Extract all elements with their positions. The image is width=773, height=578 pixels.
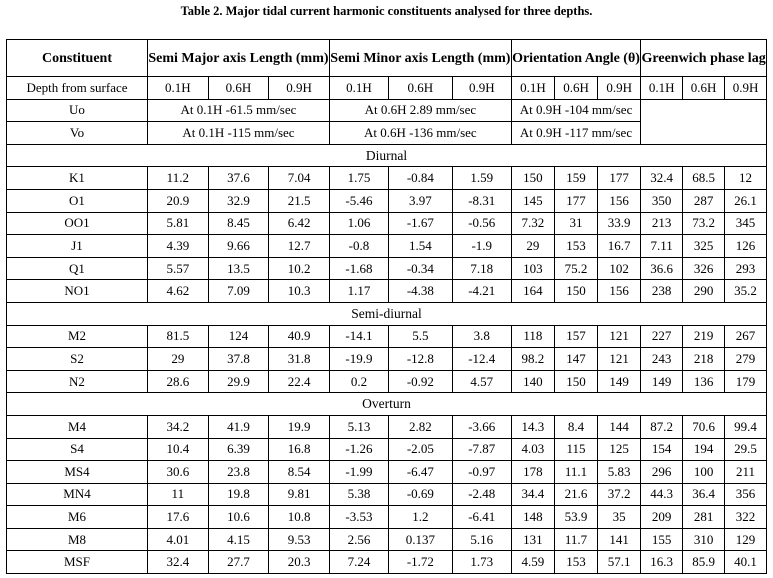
value-cell: 32.4 — [641, 167, 683, 190]
value-cell: -4.21 — [452, 280, 511, 303]
value-cell: 243 — [641, 348, 683, 371]
value-cell: 118 — [511, 325, 554, 348]
table-row — [7, 551, 767, 574]
value-cell: 149 — [598, 370, 641, 393]
value-cell: 3.8 — [452, 325, 511, 348]
value-cell: 148 — [511, 506, 554, 529]
value-cell: 125 — [598, 438, 641, 461]
value-cell: 30.6 — [148, 461, 209, 484]
value-cell: 325 — [683, 235, 725, 258]
mean-row-uo — [7, 99, 767, 122]
value-cell: 0.137 — [389, 528, 453, 551]
depth-cell: 0.1H — [148, 77, 209, 100]
value-cell: 100 — [683, 461, 725, 484]
value-cell: 227 — [641, 325, 683, 348]
value-cell: 350 — [641, 189, 683, 212]
value-cell: 267 — [725, 325, 767, 348]
mean-label: Vo — [7, 122, 148, 145]
value-cell: 293 — [725, 257, 767, 280]
value-cell: 5.81 — [148, 212, 209, 235]
value-cell: 2.56 — [329, 528, 388, 551]
table-row — [7, 483, 767, 506]
value-cell: 32.4 — [148, 551, 209, 574]
depth-cell: 0.1H — [641, 77, 683, 100]
table-row — [7, 212, 767, 235]
value-cell: 1.17 — [329, 280, 388, 303]
table-row — [7, 325, 767, 348]
table-row — [7, 257, 767, 280]
value-cell: -12.8 — [389, 348, 453, 371]
value-cell: 136 — [683, 370, 725, 393]
value-cell: 4.15 — [208, 528, 269, 551]
value-cell: 7.04 — [269, 167, 330, 190]
depth-cell: 0.9H — [269, 77, 330, 100]
value-cell: 2.82 — [389, 415, 453, 438]
value-cell: 31.8 — [269, 348, 330, 371]
section-title: Overturn — [7, 393, 767, 416]
value-cell: 7.32 — [511, 212, 554, 235]
depth-cell: 0.1H — [511, 77, 554, 100]
value-cell: 9.81 — [269, 483, 330, 506]
value-cell: 1.06 — [329, 212, 388, 235]
value-cell: 177 — [598, 167, 641, 190]
value-cell: 150 — [511, 167, 554, 190]
table-row — [7, 189, 767, 212]
value-cell: 29 — [148, 348, 209, 371]
table-row — [7, 280, 767, 303]
value-cell: 140 — [511, 370, 554, 393]
value-cell: 34.4 — [511, 483, 554, 506]
mean-label: Uo — [7, 99, 148, 122]
header-semi-major: Semi Major axis Length (mm) — [148, 40, 330, 77]
value-cell: 5.57 — [148, 257, 209, 280]
value-cell: 102 — [598, 257, 641, 280]
header-semi-minor: Semi Minor axis Length (mm) — [329, 40, 511, 77]
value-cell: -1.26 — [329, 438, 388, 461]
value-cell: 1.59 — [452, 167, 511, 190]
value-cell: 209 — [641, 506, 683, 529]
value-cell: 5.5 — [389, 325, 453, 348]
value-cell: 10.2 — [269, 257, 330, 280]
value-cell: 13.5 — [208, 257, 269, 280]
constituent-name: S2 — [7, 348, 148, 371]
table-row — [7, 348, 767, 371]
header-orientation: Orientation Angle (θ) — [511, 40, 640, 77]
depth-cell: 0.9H — [725, 77, 767, 100]
value-cell: 3.97 — [389, 189, 453, 212]
value-cell: 131 — [511, 528, 554, 551]
value-cell: -1.72 — [389, 551, 453, 574]
value-cell: 126 — [725, 235, 767, 258]
constituent-name: OO1 — [7, 212, 148, 235]
value-cell: 5.16 — [452, 528, 511, 551]
value-cell: 19.9 — [269, 415, 330, 438]
value-cell: 150 — [554, 280, 597, 303]
value-cell: 44.3 — [641, 483, 683, 506]
section-row — [7, 144, 767, 167]
constituent-name: N2 — [7, 370, 148, 393]
value-cell: -0.34 — [389, 257, 453, 280]
section-title: Diurnal — [7, 144, 767, 167]
value-cell: 238 — [641, 280, 683, 303]
value-cell: -4.38 — [389, 280, 453, 303]
value-cell: -7.87 — [452, 438, 511, 461]
constituent-name: MS4 — [7, 461, 148, 484]
value-cell: 326 — [683, 257, 725, 280]
value-cell: 20.9 — [148, 189, 209, 212]
value-cell: 4.57 — [452, 370, 511, 393]
value-cell: -19.9 — [329, 348, 388, 371]
value-cell: 14.3 — [511, 415, 554, 438]
value-cell: 7.11 — [641, 235, 683, 258]
value-cell: 5.38 — [329, 483, 388, 506]
value-cell: 11 — [148, 483, 209, 506]
value-cell: 19.8 — [208, 483, 269, 506]
value-cell: 154 — [641, 438, 683, 461]
value-cell: 211 — [725, 461, 767, 484]
value-cell: 178 — [511, 461, 554, 484]
value-cell: 75.2 — [554, 257, 597, 280]
value-cell: 22.4 — [269, 370, 330, 393]
value-cell: -0.97 — [452, 461, 511, 484]
value-cell: 5.83 — [598, 461, 641, 484]
depth-cell: 0.6H — [208, 77, 269, 100]
value-cell: 4.59 — [511, 551, 554, 574]
value-cell: 4.62 — [148, 280, 209, 303]
value-cell: 17.6 — [148, 506, 209, 529]
value-cell: 296 — [641, 461, 683, 484]
value-cell: 10.4 — [148, 438, 209, 461]
value-cell: 29.9 — [208, 370, 269, 393]
value-cell: 0.2 — [329, 370, 388, 393]
value-cell: 156 — [598, 280, 641, 303]
value-cell: 12.7 — [269, 235, 330, 258]
value-cell: 21.5 — [269, 189, 330, 212]
value-cell: -1.99 — [329, 461, 388, 484]
value-cell: 20.3 — [269, 551, 330, 574]
value-cell: 57.1 — [598, 551, 641, 574]
value-cell: 124 — [208, 325, 269, 348]
value-cell: 103 — [511, 257, 554, 280]
value-cell: 8.4 — [554, 415, 597, 438]
constituent-name: J1 — [7, 235, 148, 258]
value-cell: 145 — [511, 189, 554, 212]
value-cell: 310 — [683, 528, 725, 551]
depth-cell: 0.9H — [598, 77, 641, 100]
constituent-name: K1 — [7, 167, 148, 190]
value-cell: 279 — [725, 348, 767, 371]
value-cell: 37.6 — [208, 167, 269, 190]
tidal-constituents-table — [6, 39, 767, 574]
value-cell: 290 — [683, 280, 725, 303]
value-cell: 26.1 — [725, 189, 767, 212]
depth-cell: 0.6H — [554, 77, 597, 100]
constituent-name: M4 — [7, 415, 148, 438]
section-row — [7, 393, 767, 416]
value-cell: 9.66 — [208, 235, 269, 258]
value-cell: 35.2 — [725, 280, 767, 303]
value-cell: 87.2 — [641, 415, 683, 438]
value-cell: 153 — [554, 235, 597, 258]
value-cell: 36.6 — [641, 257, 683, 280]
value-cell: 99.4 — [725, 415, 767, 438]
value-cell: 155 — [641, 528, 683, 551]
value-cell: 81.5 — [148, 325, 209, 348]
value-cell: 194 — [683, 438, 725, 461]
value-cell: -2.48 — [452, 483, 511, 506]
table-caption: Table 2. Major tidal current harmonic constituents analysed for three depths. — [180, 4, 593, 18]
value-cell: 12 — [725, 167, 767, 190]
value-cell: 5.13 — [329, 415, 388, 438]
value-cell: 322 — [725, 506, 767, 529]
value-cell: 281 — [683, 506, 725, 529]
value-cell: 147 — [554, 348, 597, 371]
value-cell: 23.8 — [208, 461, 269, 484]
value-cell: 6.42 — [269, 212, 330, 235]
value-cell: -0.8 — [329, 235, 388, 258]
value-cell: 356 — [725, 483, 767, 506]
value-cell: 70.6 — [683, 415, 725, 438]
value-cell: -6.41 — [452, 506, 511, 529]
value-cell: 11.2 — [148, 167, 209, 190]
value-cell: 7.18 — [452, 257, 511, 280]
value-cell: 40.9 — [269, 325, 330, 348]
value-cell: 10.6 — [208, 506, 269, 529]
value-cell: -1.68 — [329, 257, 388, 280]
value-cell: -1.67 — [389, 212, 453, 235]
constituent-name: M6 — [7, 506, 148, 529]
value-cell: 144 — [598, 415, 641, 438]
value-cell: -3.66 — [452, 415, 511, 438]
value-cell: -3.53 — [329, 506, 388, 529]
depth-cell: 0.6H — [389, 77, 453, 100]
value-cell: 179 — [725, 370, 767, 393]
constituent-name: O1 — [7, 189, 148, 212]
value-cell: 218 — [683, 348, 725, 371]
value-cell: 36.4 — [683, 483, 725, 506]
value-cell: 121 — [598, 348, 641, 371]
value-cell: 287 — [683, 189, 725, 212]
value-cell: 1.54 — [389, 235, 453, 258]
value-cell: 29 — [511, 235, 554, 258]
value-cell: 68.5 — [683, 167, 725, 190]
value-cell: 7.24 — [329, 551, 388, 574]
value-cell: 35 — [598, 506, 641, 529]
value-cell: 8.54 — [269, 461, 330, 484]
value-cell: 4.39 — [148, 235, 209, 258]
section-row — [7, 302, 767, 325]
depth-cell: 0.6H — [683, 77, 725, 100]
value-cell: 6.39 — [208, 438, 269, 461]
table-row — [7, 438, 767, 461]
value-cell: 9.53 — [269, 528, 330, 551]
value-cell: 33.9 — [598, 212, 641, 235]
mean-value: At 0.9H -117 mm/sec — [511, 122, 640, 145]
depth-cell: 0.9H — [452, 77, 511, 100]
value-cell: 8.45 — [208, 212, 269, 235]
table-row — [7, 415, 767, 438]
value-cell: 32.9 — [208, 189, 269, 212]
depth-label: Depth from surface — [7, 77, 148, 100]
value-cell: 10.3 — [269, 280, 330, 303]
mean-value: At 0.9H -104 mm/sec — [511, 99, 640, 122]
value-cell: 1.75 — [329, 167, 388, 190]
value-cell: 150 — [554, 370, 597, 393]
header-constituent: Constituent — [7, 40, 148, 77]
header-row — [7, 40, 767, 77]
value-cell: 115 — [554, 438, 597, 461]
value-cell: 53.9 — [554, 506, 597, 529]
value-cell: 10.8 — [269, 506, 330, 529]
value-cell: -5.46 — [329, 189, 388, 212]
value-cell: 129 — [725, 528, 767, 551]
value-cell: 73.2 — [683, 212, 725, 235]
value-cell: 16.7 — [598, 235, 641, 258]
depth-cell: 0.1H — [329, 77, 388, 100]
value-cell: 11.1 — [554, 461, 597, 484]
table-body — [7, 77, 767, 574]
header-greenwich: Greenwich phase lag — [641, 40, 767, 77]
value-cell: 1.2 — [389, 506, 453, 529]
value-cell: 157 — [554, 325, 597, 348]
value-cell: -0.69 — [389, 483, 453, 506]
value-cell: 345 — [725, 212, 767, 235]
value-cell: 159 — [554, 167, 597, 190]
depth-row — [7, 77, 767, 100]
constituent-name: S4 — [7, 438, 148, 461]
value-cell: 40.1 — [725, 551, 767, 574]
mean-value: At 0.6H -136 mm/sec — [329, 122, 511, 145]
value-cell: 219 — [683, 325, 725, 348]
mean-value: At 0.1H -115 mm/sec — [148, 122, 330, 145]
value-cell: 7.09 — [208, 280, 269, 303]
value-cell: 28.6 — [148, 370, 209, 393]
value-cell: 21.6 — [554, 483, 597, 506]
value-cell: 213 — [641, 212, 683, 235]
table-row — [7, 506, 767, 529]
value-cell: -14.1 — [329, 325, 388, 348]
value-cell: 141 — [598, 528, 641, 551]
value-cell: -0.56 — [452, 212, 511, 235]
value-cell: 4.01 — [148, 528, 209, 551]
value-cell: -0.84 — [389, 167, 453, 190]
value-cell: 4.03 — [511, 438, 554, 461]
value-cell: 156 — [598, 189, 641, 212]
value-cell: 121 — [598, 325, 641, 348]
value-cell: -6.47 — [389, 461, 453, 484]
table-row — [7, 167, 767, 190]
mean-value: At 0.1H -61.5 mm/sec — [148, 99, 330, 122]
mean-value: At 0.6H 2.89 mm/sec — [329, 99, 511, 122]
value-cell: 149 — [641, 370, 683, 393]
value-cell: 177 — [554, 189, 597, 212]
table-row — [7, 235, 767, 258]
constituent-name: NO1 — [7, 280, 148, 303]
table-row — [7, 461, 767, 484]
value-cell: 85.9 — [683, 551, 725, 574]
value-cell: 31 — [554, 212, 597, 235]
value-cell: 164 — [511, 280, 554, 303]
value-cell: 37.8 — [208, 348, 269, 371]
section-title: Semi-diurnal — [7, 302, 767, 325]
value-cell: 153 — [554, 551, 597, 574]
table-row — [7, 528, 767, 551]
value-cell: 29.5 — [725, 438, 767, 461]
value-cell: -1.9 — [452, 235, 511, 258]
value-cell: 16.8 — [269, 438, 330, 461]
value-cell: -12.4 — [452, 348, 511, 371]
table-row — [7, 370, 767, 393]
value-cell: -2.05 — [389, 438, 453, 461]
value-cell: 11.7 — [554, 528, 597, 551]
constituent-name: M2 — [7, 325, 148, 348]
value-cell: 98.2 — [511, 348, 554, 371]
constituent-name: MN4 — [7, 483, 148, 506]
empty-cell — [641, 99, 767, 144]
value-cell: -0.92 — [389, 370, 453, 393]
value-cell: 16.3 — [641, 551, 683, 574]
constituent-name: M8 — [7, 528, 148, 551]
constituent-name: MSF — [7, 551, 148, 574]
value-cell: 37.2 — [598, 483, 641, 506]
value-cell: 1.73 — [452, 551, 511, 574]
value-cell: 27.7 — [208, 551, 269, 574]
constituent-name: Q1 — [7, 257, 148, 280]
value-cell: -8.31 — [452, 189, 511, 212]
value-cell: 34.2 — [148, 415, 209, 438]
value-cell: 41.9 — [208, 415, 269, 438]
